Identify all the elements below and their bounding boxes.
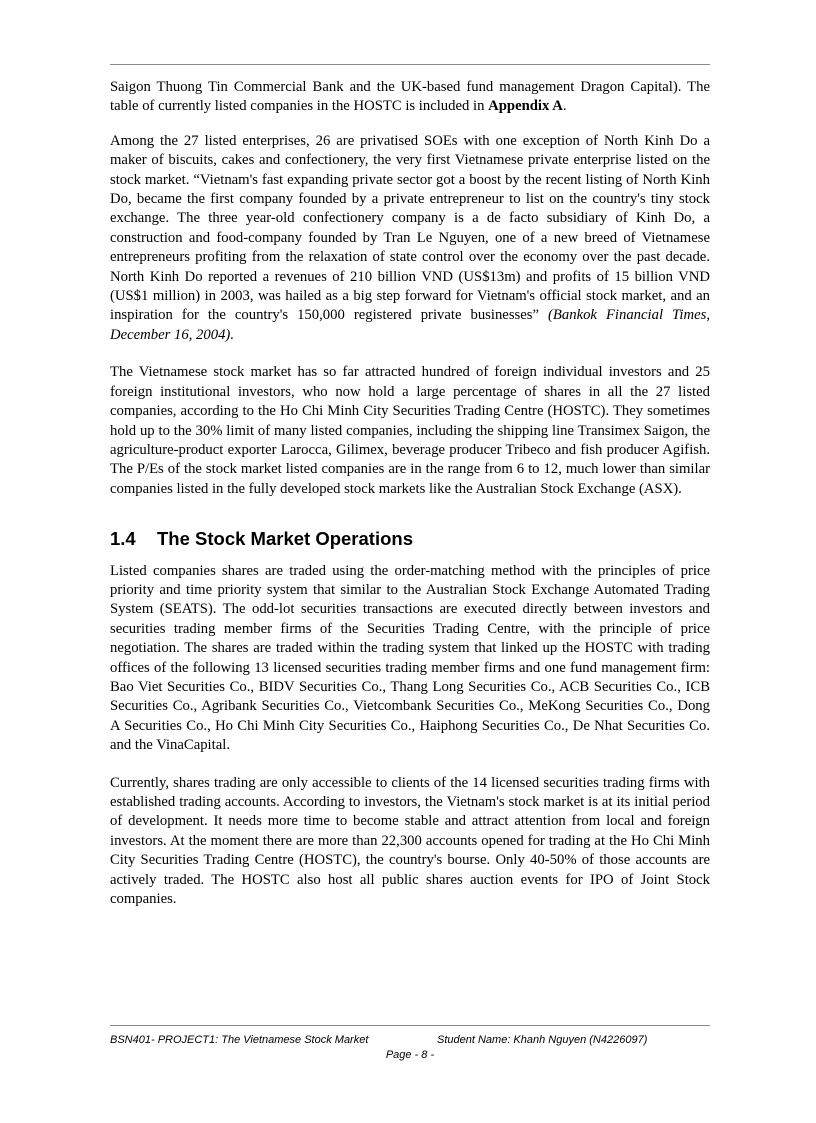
paragraph-intro-text: Saigon Thuong Tin Commercial Bank and the UK-based fund management Dragon Capital). The table of currently listed companies in the HOSTC is included in xyxy=(110,79,710,115)
paragraph-trading-access: Currently, shares trading are only accessible to clients of the 14 licensed securities trading firms with established trading accounts. According to investors, the Vietnam's stock market is at its initial period of development. It needs more time to become stable and attract attention from local and foreign investors. At the moment there are more than 22,300 accounts opened for trading at the Ho Chi Minh City Securities Trading Centre (HOSTC), the country's bourse. Only 40-50% of those accounts are actively traded. The HOSTC also host all public shares auction events for IPO of Joint Stock companies. xyxy=(110,774,710,908)
header-rule xyxy=(110,64,710,65)
paragraph-listed-enterprises xyxy=(110,132,710,345)
page-body xyxy=(110,78,710,927)
paragraph-intro-end: . xyxy=(562,98,567,115)
paragraph-intro xyxy=(110,78,710,117)
paragraph-foreign-investors: The Vietnamese stock market has so far attracted hundred of foreign individual investors and 25 foreign institutional investors, who now hold a large percentage of shares in all the 27 listed companies, according to the Ho Chi Minh City Securities Trading Centre (HOSTC). They sometimes hold up to the 30% limit of many listed companies, including the shipping line Transimex Saigon, the agriculture-product exporter Larocca, Gilimex, beverage producer Tribeco and fish producer Agifish. The P/Es of the stock market listed companies are in the range from 6 to 12, much lower than similar companies listed in the fully developed stock markets like the Australian Stock Exchange (ASX). xyxy=(110,364,710,497)
citation: (Bankok Financial Times, December 16, 2004). xyxy=(110,307,710,343)
footer-rule xyxy=(110,1025,710,1026)
section-title: The Stock Market Operations xyxy=(157,528,413,550)
section-number: 1.4 xyxy=(110,528,136,550)
section-heading xyxy=(110,529,710,548)
appendix-reference: Appendix A xyxy=(488,98,563,115)
footer-student: Student Name: Khanh Nguyen (N4226097) xyxy=(437,1034,648,1046)
paragraph-listed-enterprises-text: Among the 27 listed enterprises, 26 are privatised SOEs with one exception of North Kinh Do a maker of biscuits, cakes and confectionery, the very first Vietnamese private enterprise listed on the stock market. “Vietnam's fast expanding private sector got a boost by the recent listing of North Kinh Do, became the first company founded by a private entrepreneur to list on the country's tiny stock exchange. The three year-old confectionery company is a de facto subsidiary of Kinh Do, a construction and food-company founded by Tran Le Nguyen, one of a new breed of Vietnamese entrepreneurs profiting from the relaxation of state control over the economy over the past decade. North Kinh Do reported a revenues of 210 billion VND (US$13m) and profits of 15 billion VND (US$1 million) in 2003, was hailed as a big step forward for Vietnam's official stock market, and an inspiration for the country's 150,000 registered private businesses” xyxy=(110,132,710,324)
footer-course: BSN401- PROJECT1: The Vietnamese Stock Market xyxy=(110,1034,369,1046)
paragraph-trading-method: Listed companies shares are traded using the order-matching method with the principles of price priority and time priority system that similar to the Australian Stock Exchange Automated Trading System (SEATS). The odd-lot securities transactions are executed directly between investors and securities trading member firms of the Securities Trading Centre, with the principle of price negotiation. The shares are traded within the trading system that linked up the HOSTC with trading offices of the following 13 licensed securities trading member firms and one fund management firm: Bao Viet Securities Co., BIDV Securities Co., Thang Long Securities Co., ACB Securities Co., ICB Securities Co., Agribank Securities Co., Vietcombank Securities Co., MeKong Securities Co., Dong A Securities Co., Ho Chi Minh City Securities Co., Haiphong Securities Co., De Nhat Securities Co. and the VinaCapital. xyxy=(110,562,710,754)
footer-page-number: Page - 8 - xyxy=(385,1049,435,1061)
